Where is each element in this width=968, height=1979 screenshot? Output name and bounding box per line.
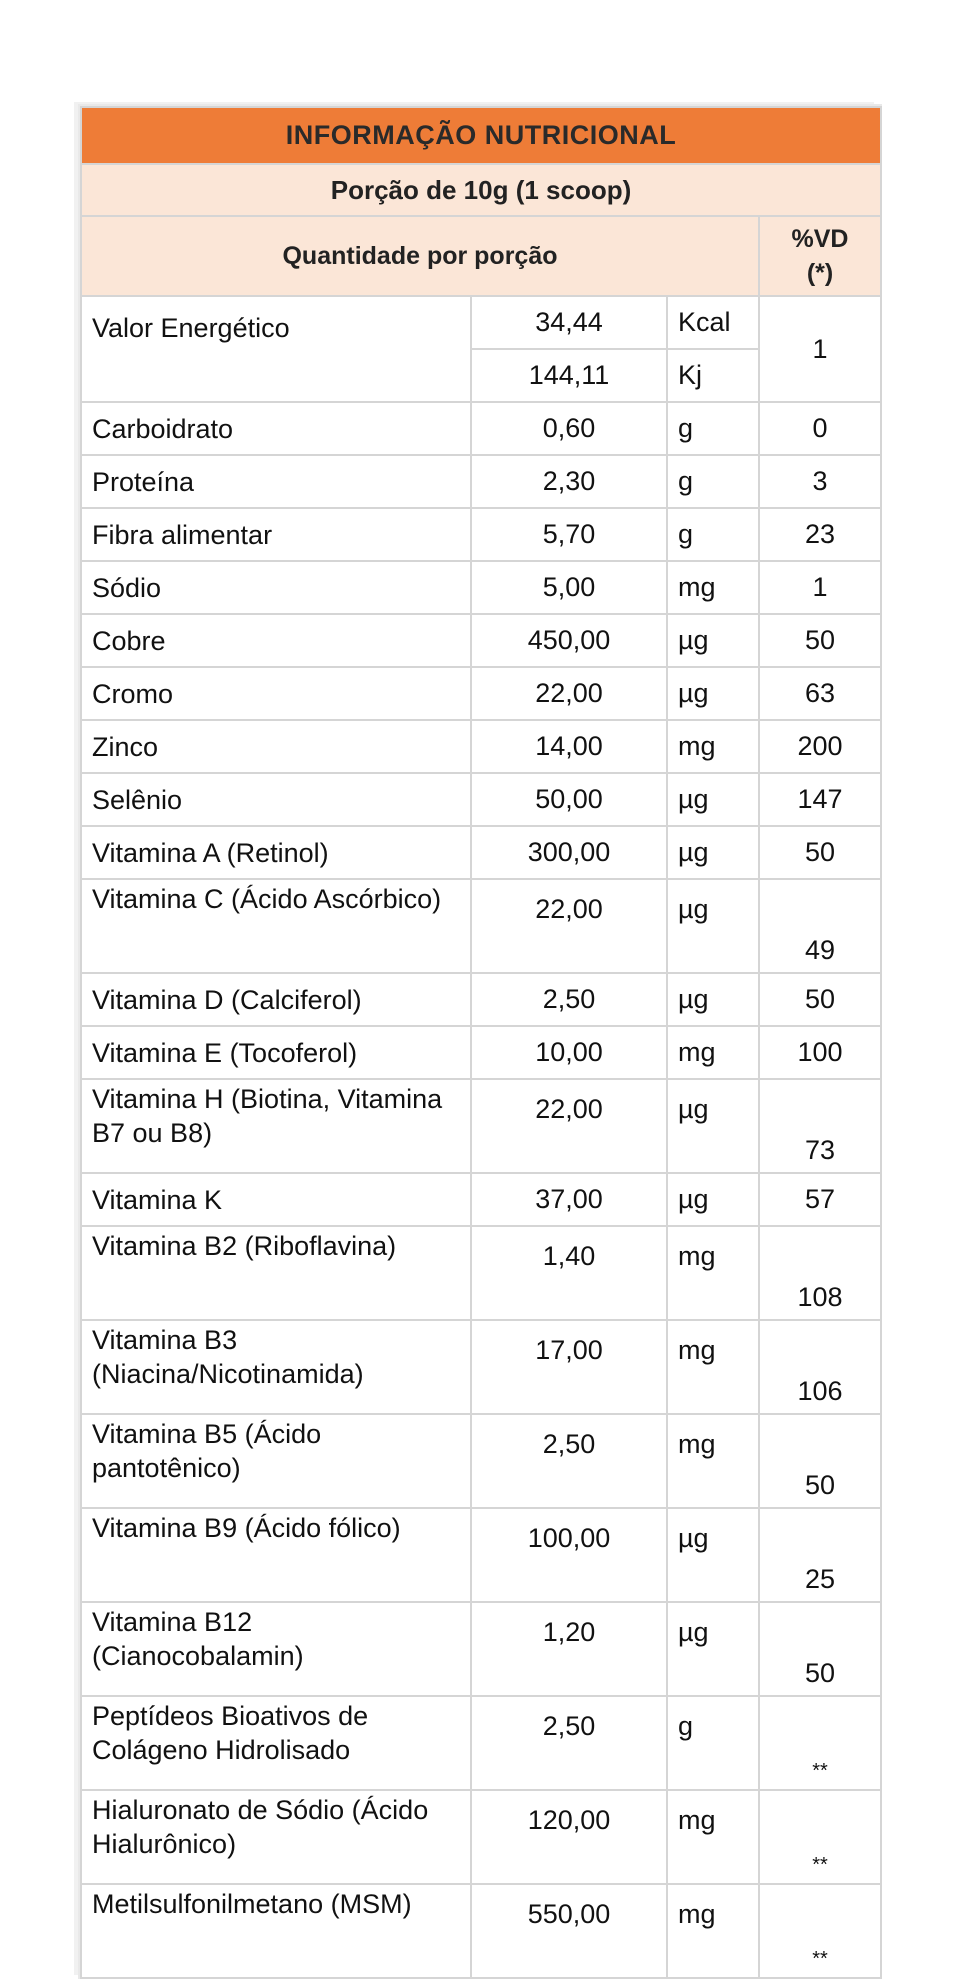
nutrient-name: Carboidrato [81, 402, 471, 455]
nutrient-vd: 63 [759, 667, 881, 720]
nutrient-amount: 1,20 [471, 1602, 667, 1696]
nutrient-vd: 108 [759, 1226, 881, 1320]
energy-kj-unit: Kj [667, 349, 759, 402]
nutrient-vd: 50 [759, 614, 881, 667]
nutrient-unit: g [667, 508, 759, 561]
energy-kj-value: 144,11 [471, 349, 667, 402]
nutrient-unit: µg [667, 614, 759, 667]
nutrient-name: Vitamina B9 (Ácido fólico) [81, 1508, 471, 1602]
nutrient-amount: 2,50 [471, 1414, 667, 1508]
nutrient-amount: 50,00 [471, 773, 667, 826]
nutrient-name: Vitamina E (Tocoferol) [81, 1026, 471, 1079]
nutrient-vd: 106 [759, 1320, 881, 1414]
nutrient-amount: 2,30 [471, 455, 667, 508]
nutrient-vd: 50 [759, 973, 881, 1026]
nutrient-unit: µg [667, 1602, 759, 1696]
nutrient-unit: µg [667, 667, 759, 720]
nutrient-amount: 37,00 [471, 1173, 667, 1226]
vd-header-line1: %VD [791, 225, 849, 253]
nutrient-amount: 5,00 [471, 561, 667, 614]
nutrient-name: Vitamina D (Calciferol) [81, 973, 471, 1026]
nutrient-unit: µg [667, 826, 759, 879]
nutrient-name: Hialuronato de Sódio (Ácido Hialurônico) [81, 1790, 471, 1884]
nutrient-amount: 1,40 [471, 1226, 667, 1320]
nutrient-name: Cromo [81, 667, 471, 720]
nutrient-vd: 3 [759, 455, 881, 508]
nutrient-vd: 50 [759, 1414, 881, 1508]
nutrient-amount: 22,00 [471, 667, 667, 720]
table-row [81, 508, 881, 561]
nutrient-amount: 2,50 [471, 1696, 667, 1790]
nutrient-amount: 22,00 [471, 1079, 667, 1173]
table-row [81, 561, 881, 614]
table-row [81, 773, 881, 826]
nutrient-vd: 200 [759, 720, 881, 773]
table-row [81, 1790, 881, 1884]
table-row [81, 1602, 881, 1696]
nutrient-unit: µg [667, 1508, 759, 1602]
vd-header-line2: (*) [806, 259, 834, 287]
table-row [81, 1884, 881, 1978]
nutrient-amount: 14,00 [471, 720, 667, 773]
nutrient-name: Metilsulfonilmetano (MSM) [81, 1884, 471, 1978]
nutrient-unit: µg [667, 1173, 759, 1226]
nutrition-table [80, 106, 882, 1979]
portion-size: Porção de 10g (1 scoop) [81, 164, 881, 216]
nutrient-unit: g [667, 1696, 759, 1790]
nutrient-vd: ** [759, 1790, 881, 1884]
table-row [81, 455, 881, 508]
nutrient-vd: 49 [759, 879, 881, 973]
nutrient-name: Cobre [81, 614, 471, 667]
nutrient-amount: 22,00 [471, 879, 667, 973]
nutrient-amount: 300,00 [471, 826, 667, 879]
nutrient-vd: 147 [759, 773, 881, 826]
nutrient-unit: mg [667, 1790, 759, 1884]
table-row [81, 1508, 881, 1602]
nutrient-name: Fibra alimentar [81, 508, 471, 561]
nutrient-name: Sódio [81, 561, 471, 614]
nutrition-facts-panel [80, 106, 880, 1979]
table-row [81, 614, 881, 667]
nutrient-name: Vitamina K [81, 1173, 471, 1226]
energy-name: Valor Energético [81, 296, 471, 402]
nutrient-vd: 57 [759, 1173, 881, 1226]
nutrient-vd: 23 [759, 508, 881, 561]
nutrient-amount: 2,50 [471, 973, 667, 1026]
nutrient-vd: 50 [759, 1602, 881, 1696]
vd-header [759, 216, 881, 296]
nutrient-unit: µg [667, 973, 759, 1026]
nutrient-unit: mg [667, 561, 759, 614]
energy-vd: 1 [759, 296, 881, 402]
nutrient-amount: 10,00 [471, 1026, 667, 1079]
nutrient-name: Vitamina C (Ácido Ascórbico) [81, 879, 471, 973]
nutrient-unit: mg [667, 1026, 759, 1079]
nutrient-unit: mg [667, 720, 759, 773]
table-row [81, 1026, 881, 1079]
table-row [81, 1320, 881, 1414]
nutrient-name: Peptídeos Bioativos de Colágeno Hidrolisado [81, 1696, 471, 1790]
nutrient-unit: µg [667, 879, 759, 973]
nutrient-unit: µg [667, 1079, 759, 1173]
energy-kcal-value: 34,44 [471, 296, 667, 349]
nutrient-vd: ** [759, 1884, 881, 1978]
quantity-header: Quantidade por porção [81, 216, 759, 296]
nutrient-name: Vitamina B2 (Riboflavina) [81, 1226, 471, 1320]
table-row [81, 826, 881, 879]
nutrient-vd: 25 [759, 1508, 881, 1602]
nutrient-amount: 0,60 [471, 402, 667, 455]
nutrient-amount: 450,00 [471, 614, 667, 667]
nutrient-amount: 120,00 [471, 1790, 667, 1884]
nutrient-amount: 100,00 [471, 1508, 667, 1602]
nutrient-vd: 0 [759, 402, 881, 455]
nutrient-name: Vitamina B5 (Ácido pantotênico) [81, 1414, 471, 1508]
nutrient-vd: 50 [759, 826, 881, 879]
nutrient-name: Vitamina B12 (Cianocobalamin) [81, 1602, 471, 1696]
nutrient-unit: mg [667, 1884, 759, 1978]
nutrient-vd: 73 [759, 1079, 881, 1173]
nutrient-vd: ** [759, 1696, 881, 1790]
nutrient-amount: 550,00 [471, 1884, 667, 1978]
nutrient-unit: g [667, 455, 759, 508]
table-row [81, 1226, 881, 1320]
nutrient-unit: µg [667, 773, 759, 826]
nutrient-name: Proteína [81, 455, 471, 508]
nutrient-amount: 17,00 [471, 1320, 667, 1414]
nutrient-unit: mg [667, 1414, 759, 1508]
table-row [81, 973, 881, 1026]
table-row [81, 1696, 881, 1790]
nutrient-name: Vitamina A (Retinol) [81, 826, 471, 879]
table-row [81, 1173, 881, 1226]
nutrient-unit: g [667, 402, 759, 455]
table-row [81, 1079, 881, 1173]
table-row [81, 720, 881, 773]
nutrient-name: Selênio [81, 773, 471, 826]
table-row [81, 1414, 881, 1508]
nutrient-name: Vitamina H (Biotina, Vitamina B7 ou B8) [81, 1079, 471, 1173]
energy-kcal-unit: Kcal [667, 296, 759, 349]
nutrient-amount: 5,70 [471, 508, 667, 561]
nutrient-unit: mg [667, 1320, 759, 1414]
nutrient-vd: 100 [759, 1026, 881, 1079]
table-row [81, 667, 881, 720]
nutrient-name: Zinco [81, 720, 471, 773]
table-row [81, 402, 881, 455]
nutrient-name: Vitamina B3 (Niacina/Nicotinamida) [81, 1320, 471, 1414]
table-title: INFORMAÇÃO NUTRICIONAL [81, 107, 881, 164]
nutrient-vd: 1 [759, 561, 881, 614]
table-row-energy-kcal [81, 296, 881, 349]
nutrient-unit: mg [667, 1226, 759, 1320]
table-row [81, 879, 881, 973]
